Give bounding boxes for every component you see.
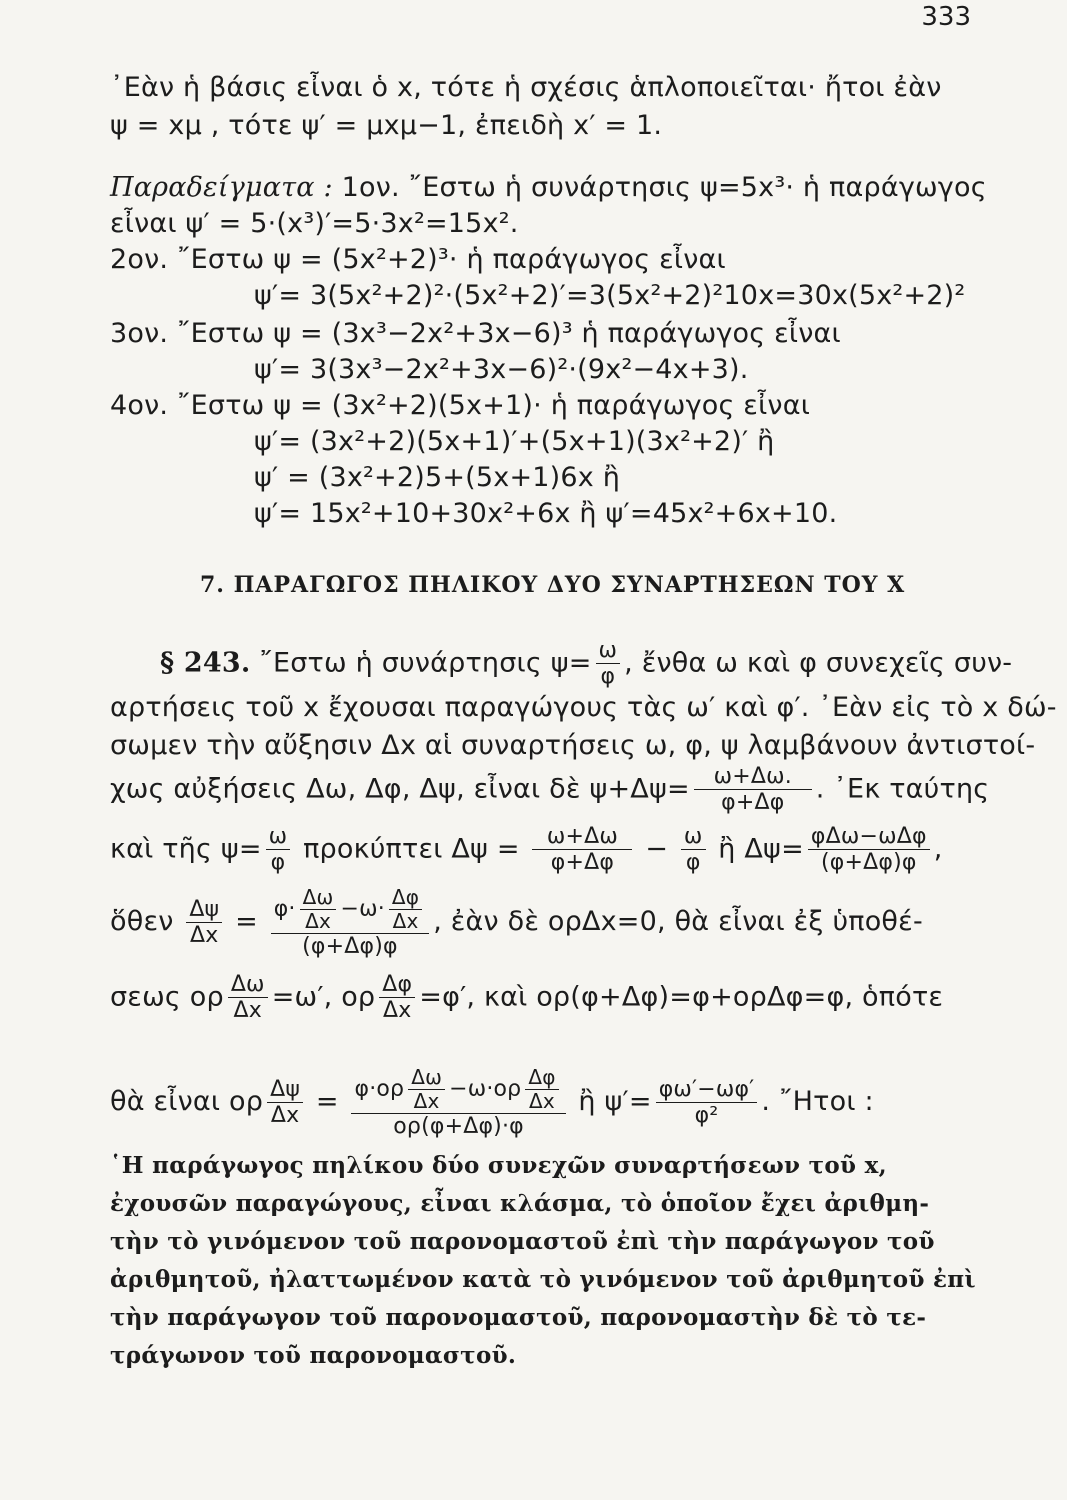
intro-line-2: ψ = xμ , τότε ψ′ = μxμ−1, ἐπειδὴ x′ = 1. xyxy=(110,110,663,141)
example-4-line-a: 4ον. ῎Εστω ψ = (3x²+2)(5x+1)· ἡ παράγωγος εἶναι xyxy=(110,390,811,421)
section-line-7 xyxy=(110,972,943,1024)
fraction-dphi-dx-3: $\frac{\Delta\varphi}{\Delta x}$ xyxy=(525,1066,558,1113)
section-line-8 xyxy=(110,1066,874,1139)
example-4-line-b: ψ′= (3x²+2)(5x+1)′+(5x+1)(3x²+2)′ ἢ xyxy=(254,426,775,457)
fraction-omega-phi-3: $\frac{\omega}{\varphi}$ xyxy=(681,824,706,876)
example-3-line-a: 3ον. ῎Εστω ψ = (3x³−2x²+3x−6)³ ἡ παράγωγος εἶναι xyxy=(110,318,841,349)
fraction-quotient-rule: $\frac{\varphi\omega'-\omega\varphi'}{\text{φ²}}$ xyxy=(656,1077,758,1129)
fraction-limit xyxy=(351,1066,565,1139)
minus-sign: − xyxy=(645,833,669,865)
equals-sign-2: = xyxy=(315,1086,339,1118)
section-line-5 xyxy=(110,824,943,876)
fraction-dpsi-dx-2: $\frac{\Delta\psi}{\Delta x}$ xyxy=(267,1077,303,1129)
page-number: 333 xyxy=(921,2,971,32)
limit-denominator: ορ(φ+Δφ)·φ xyxy=(393,1114,524,1139)
section-line-4 xyxy=(110,764,989,816)
section-line-3: σωμεν τὴν αὔξησιν Δx αἱ συναρτήσεις ω, φ, ψ λαμβάνουν ἀντιστοί- xyxy=(110,730,1036,761)
section-line-8-text-b: ἢ ψ′= xyxy=(578,1086,652,1118)
rule-line-5: τὴν παράγωγον τοῦ παρονομαστοῦ, παρονομαστὴν δὲ τὸ τε- xyxy=(110,1304,927,1331)
fraction-omega-phi-2: $\frac{\omega}{\varphi}$ xyxy=(266,824,291,876)
example-1-line-a xyxy=(110,172,987,203)
example-3-line-b: ψ′= 3(3x³−2x²+3x−6)²·(9x²−4x+3). xyxy=(254,354,749,385)
section-line-8-text-a: θὰ εἶναι ορ xyxy=(110,1086,264,1118)
rule-line-6: τράγωνον τοῦ παρονομαστοῦ. xyxy=(110,1342,517,1369)
section-line-7-text-a: σεως ορ xyxy=(110,981,224,1013)
fraction-compound xyxy=(271,886,429,959)
section-line-1-text-a: ῎Εστω ἡ συνάρτησις ψ= xyxy=(259,647,592,679)
section-line-7-text-b: =ω′, ορ xyxy=(271,981,376,1013)
intro-line-1: ᾿Εὰν ἡ βάσις εἶναι ὁ x, τότε ἡ σχέσις ἁπλοποιεῖται· ἤτοι ἐὰν xyxy=(110,72,942,103)
compound-numerator: φ· $\frac{\Delta\omega}{\Delta x}$ −ω· $\frac{\Delta\varphi}{\Delta x}$ xyxy=(271,886,429,934)
compound-denominator: (φ+Δφ)φ xyxy=(302,934,398,959)
examples-label: Παραδείγματα : xyxy=(110,172,333,203)
example-1-line-b: εἶναι ψ′ = 5·(x³)′=5·3x²=15x². xyxy=(110,208,519,239)
section-line-5-text-d: , xyxy=(933,833,943,865)
rule-line-4: ἀριθμητοῦ, ἠλαττωμένον κατὰ τὸ γινόμενον τοῦ ἀριθμητοῦ ἐπὶ xyxy=(110,1266,976,1293)
section-line-5-text-b: προκύπτει Δψ = xyxy=(303,833,520,865)
fraction-dw-dx: $\frac{\Delta\omega}{\Delta x}$ xyxy=(300,886,337,933)
section-line-4-text-b: . ᾿Εκ ταύτης xyxy=(815,773,990,805)
limit-numerator: φ·ορ $\frac{\Delta\omega}{\Delta x}$ −ω·ορ $\frac{\Delta\varphi}{\Delta x}$ xyxy=(351,1066,565,1114)
rule-line-1: ῾Η παράγωγος πηλίκου δύο συνεχῶν συναρτήσεων τοῦ x, xyxy=(110,1152,887,1179)
fraction-dw-dx-3: $\frac{\Delta\omega}{\Delta x}$ xyxy=(408,1066,445,1113)
section-line-5-text-c: ἢ Δψ= xyxy=(718,833,804,865)
example-4-line-c: ψ′ = (3x²+2)5+(5x+1)6x ἢ xyxy=(254,462,621,493)
section-line-6 xyxy=(110,886,923,959)
example-2-line-b: ψ′= 3(5x²+2)²·(5x²+2)′=3(5x²+2)²10x=30x(5x²+2)² xyxy=(254,280,966,311)
rule-line-3: τὴν τὸ γινόμενον τοῦ παρονομαστοῦ ἐπὶ τὴν παράγωγον τοῦ xyxy=(110,1228,935,1255)
fraction-omega-phi: $\frac{\omega}{\varphi}$ xyxy=(596,638,621,690)
section-line-6-text-a: ὅθεν xyxy=(110,906,174,938)
example-4-line-d: ψ′= 15x²+10+30x²+6x ἢ ψ′=45x²+6x+10. xyxy=(254,498,838,529)
rule-line-2: ἐχουσῶν παραγώγους, εἶναι κλάσμα, τὸ ὁποῖον ἔχει ἀριθμη- xyxy=(110,1190,930,1217)
section-line-1 xyxy=(160,638,1012,690)
section-line-4-text-a: χως αὐξήσεις Δω, Δφ, Δψ, εἶναι δὲ ψ+Δψ= xyxy=(110,773,690,805)
example-1-text: 1ον. ῎Εστω ἡ συνάρτησις ψ=5x³· ἡ παράγωγος xyxy=(341,172,987,203)
example-2-line-a: 2ον. ῎Εστω ψ = (5x²+2)³· ἡ παράγωγος εἶναι xyxy=(110,244,726,275)
section-line-6-text-b: , ἐὰν δὲ ορΔx=0, θὰ εἶναι ἐξ ὑποθέ- xyxy=(433,906,923,938)
section-line-5-text-a: καὶ τῆς ψ= xyxy=(110,833,262,865)
fraction-dw-dx-2: $\frac{\Delta\omega}{\Delta x}$ xyxy=(228,972,268,1024)
section-heading: 7. ΠΑΡΑΓΩΓΟΣ ΠΗΛΙΚΟΥ ΔΥΟ ΣΥΝΑΡΤΗΣΕΩΝ ΤΟΥ Χ xyxy=(200,572,906,598)
equals-sign: = xyxy=(235,906,258,938)
section-line-7-text-c: =φ′, καὶ ορ(φ+Δφ)=φ+ορΔφ=φ, ὁπότε xyxy=(419,981,944,1013)
section-line-8-text-c: . ῎Ητοι : xyxy=(761,1086,874,1118)
section-line-1-text-b: , ἔνθα ω καὶ φ συνεχεῖς συν- xyxy=(624,647,1013,679)
fraction-increment-2: $\frac{\omega+\Delta\omega}{\varphi+\Delta\varphi}$ xyxy=(532,824,632,876)
paragraph-mark: § 243. xyxy=(160,647,251,679)
fraction-dphi-dx: $\frac{\Delta\varphi}{\Delta x}$ xyxy=(389,886,422,933)
fraction-delta-psi: $\frac{\text{φΔω−ωΔφ}}{(\varphi+\Delta\varphi)\varphi}$ xyxy=(808,824,930,876)
fraction-increment: $\frac{\omega+\Delta\omega.}{\varphi+\Delta\varphi}$ xyxy=(694,764,812,816)
fraction-dpsi-dx: $\frac{\Delta\psi}{\Delta x}$ xyxy=(186,897,222,949)
fraction-dphi-dx-2: $\frac{\Delta\varphi}{\Delta x}$ xyxy=(379,972,415,1024)
section-line-2: αρτήσεις τοῦ x ἔχουσαι παραγώγους τὰς ω′ καὶ φ′. ᾿Εὰν εἰς τὸ x δώ- xyxy=(110,692,1057,723)
